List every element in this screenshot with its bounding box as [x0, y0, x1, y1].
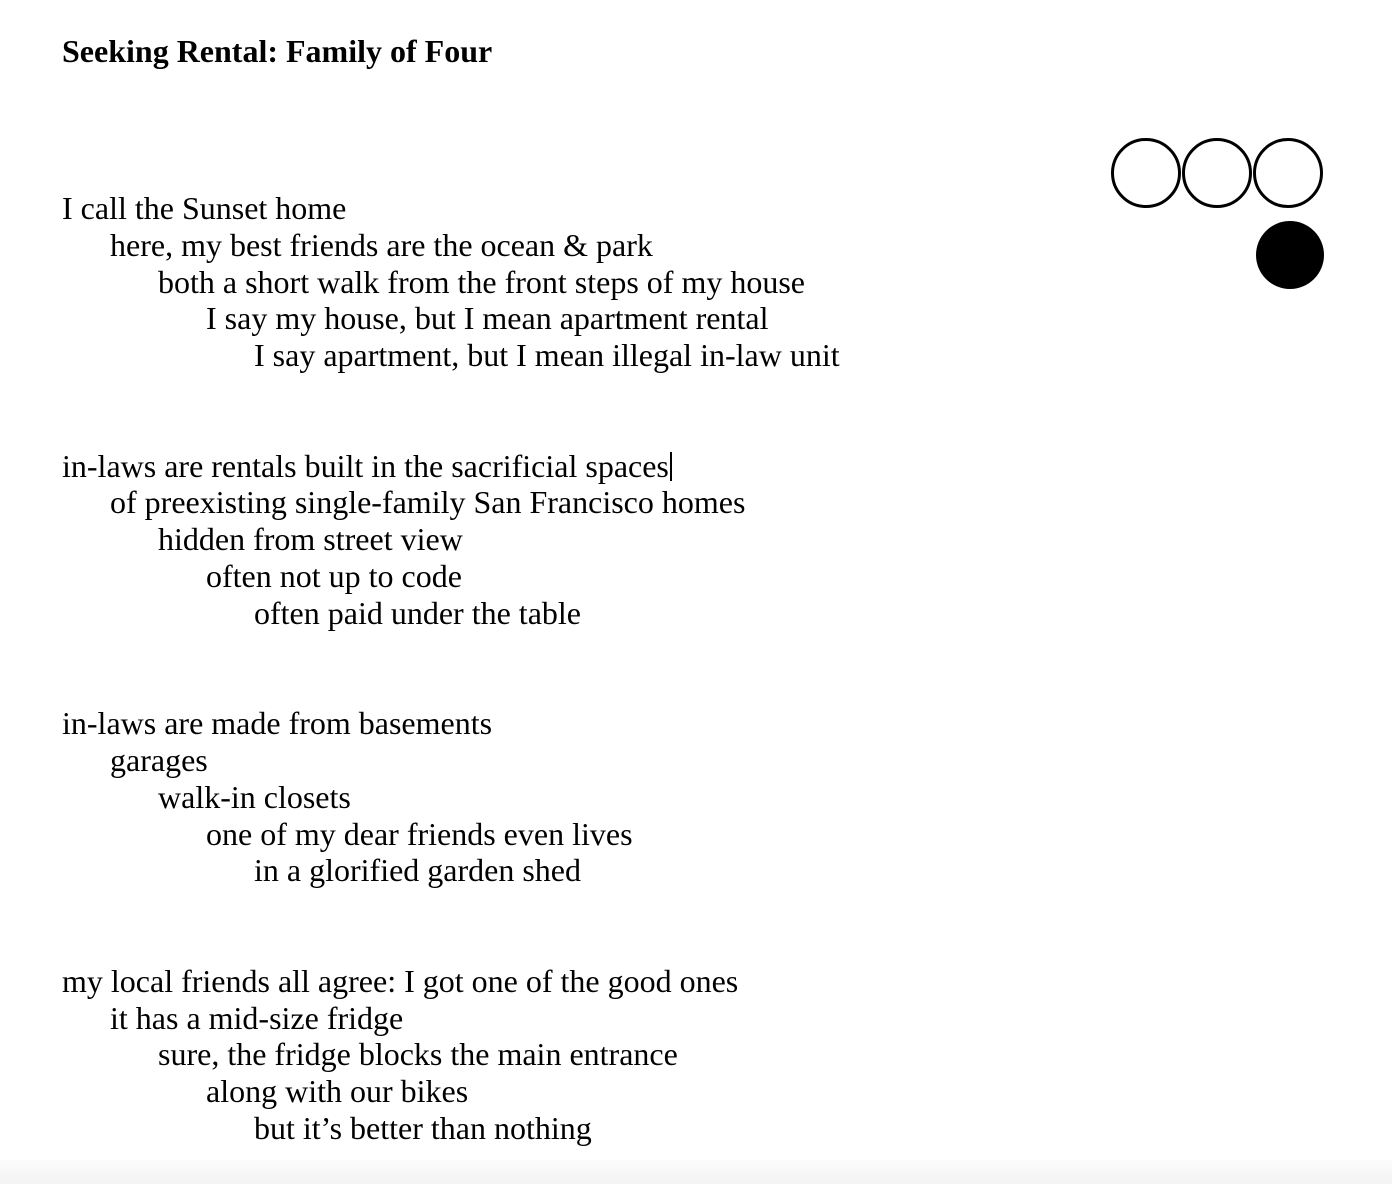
filled-circle: [1256, 221, 1324, 289]
poem-line: in-laws are made from basements: [62, 705, 493, 742]
hollow-circle-3: [1255, 140, 1322, 207]
poem-line: sure, the fridge blocks the main entrance: [158, 1036, 678, 1073]
circle-shapes-group: [1100, 130, 1340, 300]
poem-line: here, my best friends are the ocean & park: [110, 226, 653, 263]
text-cursor: [670, 452, 672, 481]
poem-body: [62, 190, 840, 1147]
poem-line: I say apartment, but I mean illegal in-law unit: [254, 337, 840, 374]
poem-line: walk-in closets: [158, 778, 351, 815]
poem-line: but it’s better than nothing: [254, 1109, 592, 1146]
poem-line: often not up to code: [206, 557, 462, 594]
stanza-4: [62, 963, 840, 1147]
poem-line: often paid under the table: [254, 594, 581, 631]
poem-line: I say my house, but I mean apartment rental: [206, 300, 769, 337]
document-title: Seeking Rental: Family of Four: [62, 33, 493, 69]
poem-line: one of my dear friends even lives: [206, 815, 633, 852]
poem-line: of preexisting single-family San Francisco homes: [110, 484, 746, 521]
hollow-circle-1: [1113, 140, 1180, 207]
poem-line: garages: [110, 741, 208, 778]
poem-line: I call the Sunset home: [62, 190, 347, 226]
page-bottom-edge: [0, 1160, 1392, 1184]
stanza-2: [62, 448, 840, 632]
poem-line: [62, 448, 840, 485]
poem-line: along with our bikes: [206, 1073, 469, 1110]
poem-line-text: in-laws are rentals built in the sacrificial spaces: [62, 447, 669, 484]
hollow-circle-2: [1184, 140, 1251, 207]
poem-line: both a short walk from the front steps of my house: [158, 263, 805, 300]
poem-line: it has a mid-size fridge: [110, 999, 404, 1036]
stanza-1: [62, 190, 840, 374]
stanza-3: [62, 705, 840, 889]
poem-line: in a glorified garden shed: [254, 852, 581, 889]
poem-line: hidden from street view: [158, 521, 463, 558]
poem-line: my local friends all agree: I got one of the good ones: [62, 962, 739, 999]
